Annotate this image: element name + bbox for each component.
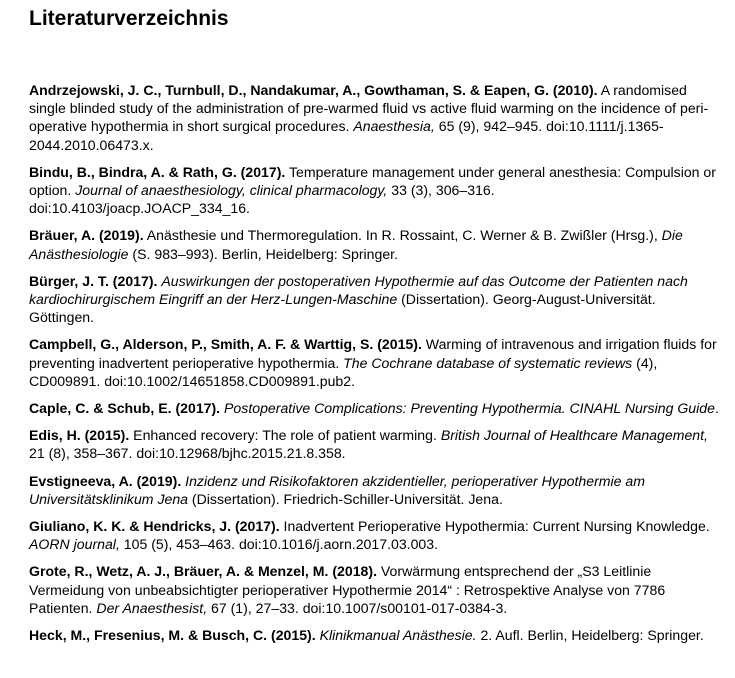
reference-list: [29, 81, 719, 653]
reference-entry: [29, 562, 719, 617]
reference-authors-year: Grote, R., Wetz, A. J., Bräuer, A. & Menzel, M. (2018).: [29, 563, 377, 580]
reference-entry: [29, 472, 719, 508]
reference-authors-year: Heck, M., Fresenius, M. & Busch, C. (2015).: [29, 627, 316, 644]
reference-entry: [29, 399, 719, 417]
reference-entry: [29, 517, 719, 553]
reference-text: Vorwärmung entsprechend der „S3 Leitlinie Vermeidung von unbeabsichtigter perioperativer Hypothermie 2014“ : Retrospektive Analyse von 7786 Patienten.: [29, 563, 666, 616]
reference-source: British Journal of Healthcare Management,: [440, 427, 708, 444]
reference-authors-year: Bürger, J. T. (2017).: [29, 272, 158, 289]
reference-text: A randomised single blinded study of the administration of pre-warmed fluid vs active fluid warming on the incidence of peri-operative hypothermia in short surgical procedures.: [29, 82, 709, 135]
reference-source: Inzidenz und Risikofaktoren akzidentieller, perioperativer Hypothermie am Universitätsklinikum Jena: [29, 472, 645, 507]
reference-authors-year: Bindu, B., Bindra, A. & Rath, G. (2017).: [29, 163, 286, 180]
page-title: Literaturverzeichnis: [29, 7, 229, 30]
reference-authors-year: Bräuer, A. (2019).: [29, 227, 144, 244]
reference-details: (S. 983–993). Berlin, Heidelberg: Springer.: [128, 245, 399, 262]
reference-entry: [29, 272, 719, 327]
reference-source: The Cochrane database of systematic reviews: [343, 354, 633, 371]
reference-entry: [29, 426, 719, 462]
reference-source: Anaesthesia,: [353, 118, 435, 135]
reference-source: Der Anaesthesist,: [96, 599, 208, 616]
reference-details: 21 (8), 358–367. doi:10.12968/bjhc.2015.21.8.358.: [29, 445, 346, 462]
reference-source: Postoperative Complications: Preventing Hypothermia. CINAHL Nursing Guide: [224, 400, 715, 417]
reference-text: Temperature management under general anesthesia: Compulsion or option.: [29, 163, 716, 199]
reference-source: Journal of anaesthesiology, clinical pharmacology,: [75, 182, 388, 199]
reference-details: (Dissertation). Friedrich-Schiller-Universität. Jena.: [188, 490, 503, 507]
reference-text: Anästhesie und Thermoregulation. In R. Rossaint, C. Werner & B. Zwißler (Hrsg.),: [143, 227, 662, 244]
reference-details: 67 (1), 27–33. doi:10.1007/s00101-017-0384-3.: [207, 599, 508, 616]
reference-source: Die Anästhesiologie: [29, 227, 683, 262]
reference-entry: [29, 626, 719, 644]
reference-details: 65 (9), 942–945. doi:10.1111/j.1365-2044.2010.06473.x.: [29, 118, 664, 153]
reference-entry: [29, 163, 719, 218]
reference-entry: [29, 81, 719, 154]
reference-details: 2. Aufl. Berlin, Heidelberg: Springer.: [476, 627, 704, 644]
reference-details: (Dissertation). Georg-August-Universität. Göttingen.: [29, 291, 656, 326]
reference-text: Warming of intravenous and irrigation fluids for preventing inadvertent perioperative hypothermia.: [29, 336, 717, 371]
reference-details: .: [714, 400, 719, 417]
reference-authors-year: Andrzejowski, J. C., Turnbull, D., Nandakumar, A., Gowthaman, S. & Eapen, G. (2010).: [29, 82, 598, 98]
reference-text: Inadvertent Perioperative Hypothermia: Current Nursing Knowledge.: [279, 518, 710, 535]
reference-source: Klinikmanual Anästhesie.: [319, 627, 477, 644]
reference-entry: [29, 226, 719, 262]
reference-source: AORN journal,: [29, 536, 120, 553]
reference-details: 105 (5), 453–463. doi:10.1016/j.aorn.2017.03.003.: [119, 536, 439, 553]
reference-authors-year: Evstigneeva, A. (2019).: [29, 472, 182, 489]
reference-authors-year: Giuliano, K. K. & Hendricks, J. (2017).: [29, 518, 280, 535]
reference-details: (4), CD009891. doi:10.1002/14651858.CD009891.pub2.: [29, 354, 658, 389]
reference-text: Enhanced recovery: The role of patient warming.: [129, 427, 441, 444]
reference-authors-year: Caple, C. & Schub, E. (2017).: [29, 400, 221, 417]
reference-details: 33 (3), 306–316. doi:10.4103/joacp.JOACP_334_16.: [29, 182, 495, 217]
reference-entry: [29, 335, 719, 390]
reference-authors-year: Edis, H. (2015).: [29, 427, 130, 444]
reference-authors-year: Campbell, G., Alderson, P., Smith, A. F. & Warttig, S. (2015).: [29, 336, 422, 353]
reference-source: Auswirkungen der postoperativen Hypothermie auf das Outcome der Patienten nach kardiochirurgischem Eingriff an der Herz-Lungen-Maschine: [29, 272, 688, 308]
